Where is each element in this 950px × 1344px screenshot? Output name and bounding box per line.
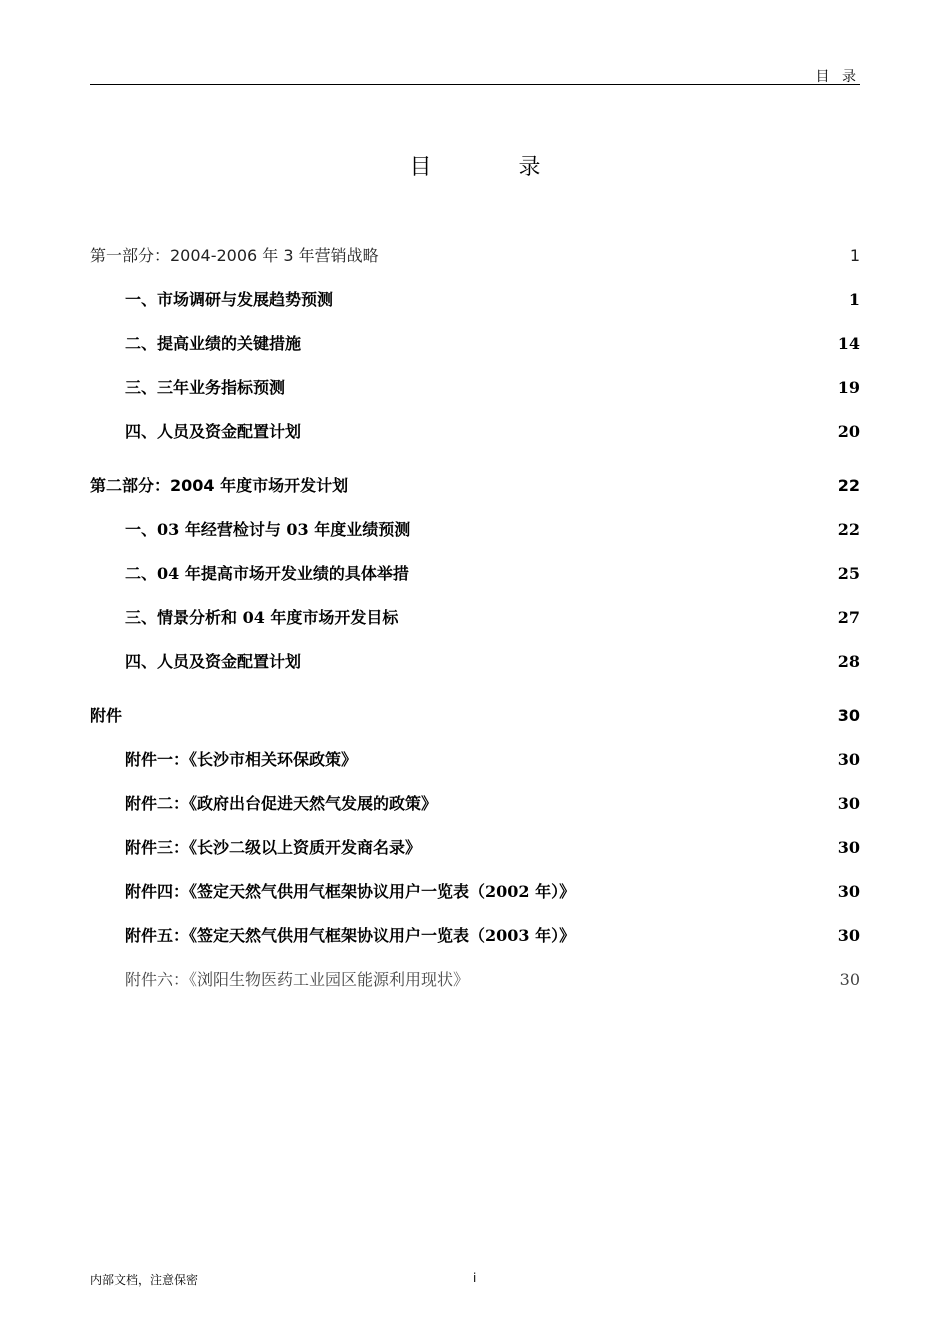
toc-entry-appendix-item[interactable]	[125, 747, 860, 773]
toc-entry-page: 20	[837, 422, 860, 441]
toc-entry-title: 四、人员及资金配置计划	[125, 422, 302, 441]
toc-entry-part-1[interactable]	[90, 243, 860, 269]
footer-page-number: i	[473, 1271, 477, 1285]
toc-entry-title: 三、三年业务指标预测	[125, 378, 286, 397]
toc-entry-title: 三、情景分析和 04 年度市场开发目标	[125, 608, 399, 627]
toc-entry-title: 附件四：《签定天然气供用气框架协议用户一览表（2002 年）》	[125, 882, 576, 901]
toc-entry-section[interactable]	[125, 375, 860, 401]
toc-entry-section[interactable]	[125, 331, 860, 357]
toc-entry-title: 第二部分：2004 年度市场开发计划	[90, 476, 349, 495]
toc-entry-title: 附件二：《政府出台促进天然气发展的政策》	[125, 794, 438, 813]
toc-entry-appendix-item[interactable]	[125, 835, 860, 861]
toc-entry-appendix-item[interactable]	[125, 923, 860, 949]
toc-entry-part-2[interactable]	[90, 473, 860, 499]
toc-entry-title: 第一部分：2004-2006 年 3 年营销战略	[90, 246, 379, 265]
toc-entry-page: 14	[837, 334, 860, 353]
toc-entry-page: 1	[849, 246, 860, 265]
toc-entry-section[interactable]	[125, 419, 860, 445]
toc-entry-page: 1	[848, 290, 860, 309]
toc-entry-section[interactable]	[125, 605, 860, 631]
toc-entry-title: 附件一：《长沙市相关环保政策》	[125, 750, 358, 769]
header-rule	[90, 84, 860, 85]
toc-entry-title: 附件六：《浏阳生物医药工业园区能源利用现状》	[125, 970, 470, 989]
toc-entry-page: 28	[837, 652, 860, 671]
toc-entry-title: 附件	[90, 706, 123, 725]
toc-entry-title: 附件五：《签定天然气供用气框架协议用户一览表（2003 年）》	[125, 926, 576, 945]
toc-entry-title: 一、市场调研与发展趋势预测	[125, 290, 334, 309]
toc-entry-page: 30	[837, 706, 860, 725]
toc-entry-page: 22	[837, 476, 860, 495]
toc-entry-title: 附件三：《长沙二级以上资质开发商名录》	[125, 838, 422, 857]
toc-entry-page: 30	[837, 838, 860, 857]
toc-entry-page: 22	[837, 520, 860, 539]
toc-entry-page: 25	[837, 564, 860, 583]
toc-entry-page: 30	[837, 926, 860, 945]
page-title: 目 录	[409, 155, 581, 180]
toc-entry-section[interactable]	[125, 561, 860, 587]
toc-entry-page: 30	[839, 970, 860, 989]
toc-entry-page: 30	[837, 882, 860, 901]
toc-entry-section[interactable]	[125, 649, 860, 675]
footer-confidential-note: 内部文档，注意保密	[90, 1273, 199, 1287]
running-header: 目 录	[815, 69, 860, 85]
toc-entry-title: 一、03 年经营检讨与 03 年度业绩预测	[125, 520, 411, 539]
toc-entry-appendix-item[interactable]	[125, 879, 860, 905]
toc-entry-appendix-item[interactable]	[125, 967, 860, 993]
toc-entry-section[interactable]	[125, 287, 860, 313]
toc-entry-page: 19	[837, 378, 860, 397]
toc-entry-appendix-item[interactable]	[125, 791, 860, 817]
toc-entry-title: 二、04 年提高市场开发业绩的具体举措	[125, 564, 409, 583]
toc-entry-page: 30	[837, 794, 860, 813]
toc-entry-title: 二、提高业绩的关键措施	[125, 334, 302, 353]
toc-entry-section[interactable]	[125, 517, 860, 543]
toc-entry-appendix[interactable]	[90, 703, 860, 729]
toc-entry-title: 四、人员及资金配置计划	[125, 652, 302, 671]
toc-entry-page: 27	[837, 608, 860, 627]
toc-entry-page: 30	[837, 750, 860, 769]
